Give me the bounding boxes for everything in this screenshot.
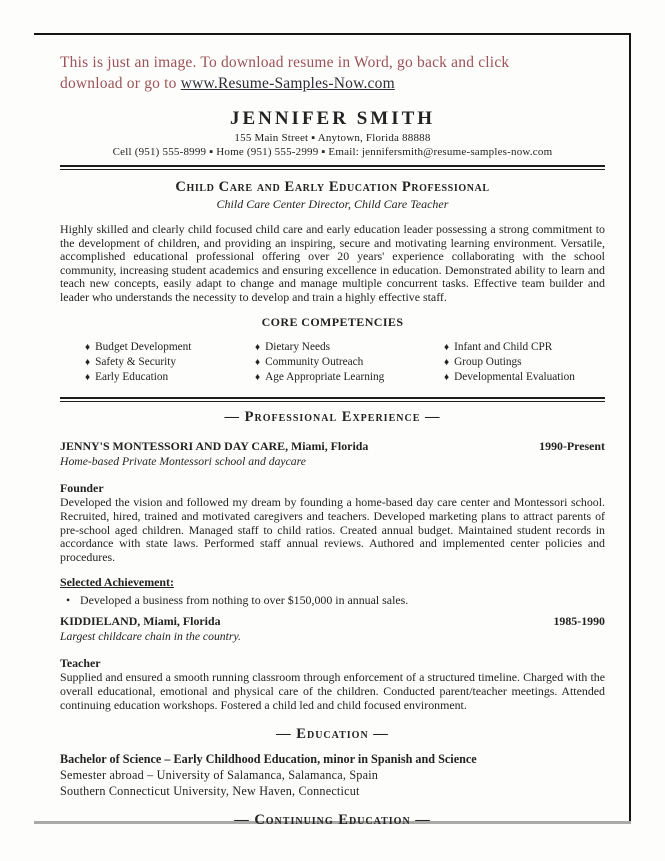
diamond-bullet-icon: ♦ xyxy=(255,372,261,384)
core-competencies-heading: CORE COMPETENCIES xyxy=(261,314,404,329)
company-name: KIDDIELAND, Miami, Florida xyxy=(60,614,221,629)
competency-label: Developmental Evaluation xyxy=(454,371,575,384)
section-divider-rule xyxy=(60,397,605,402)
core-competencies-list xyxy=(60,340,605,386)
competency-label: Budget Development xyxy=(95,340,192,353)
role-description: Developed the vision and followed my dream by founding a home-based day care center and Montessori school. Recruited, hired, trained and motivated caregivers and teachers. Developed marketing plans to attract parents of pre-school aged children. Managed staff to child ratios. Created annual budget. Maintained student records in accordance with state laws. Performed staff annual reviews. Authored and implemented center policies and procedures. xyxy=(60,495,605,564)
education-line: Semester abroad – University of Salamanca, Salamanca, Spain xyxy=(60,768,379,783)
competency-item xyxy=(255,355,444,370)
address-line: 155 Main Street ▪ Anytown, Florida 88888 xyxy=(234,132,431,144)
candidate-name: JENNIFER SMITH xyxy=(229,108,436,129)
company-tagline: Largest childcare chain in the country. xyxy=(60,630,241,644)
profile-subtitle: Child Care Center Director, Child Care Teacher xyxy=(216,197,449,211)
diamond-bullet-icon: ♦ xyxy=(444,372,450,384)
resume-samples-link[interactable]: www.Resume-Samples-Now.com xyxy=(180,75,395,92)
role-title: Founder xyxy=(60,481,104,496)
diamond-bullet-icon: ♦ xyxy=(444,356,450,368)
competency-label: Early Education xyxy=(95,371,169,384)
contact-line: Cell (951) 555-8999 ▪ Home (951) 555-2999 ▪ Email: jennifersmith@resume-samples-now.com xyxy=(112,146,553,158)
role-title: Teacher xyxy=(60,656,101,671)
achievement-text: Developed a business from nothing to over $150,000 in annual sales. xyxy=(80,593,409,608)
profile-title: Child Care and Early Education Professional xyxy=(175,179,490,195)
competency-item xyxy=(85,340,255,355)
job-dates: 1990-Present xyxy=(539,439,605,454)
section-heading-continuing-education: — Continuing Education — xyxy=(234,812,431,829)
competency-column xyxy=(444,340,605,386)
job-dates: 1985-1990 xyxy=(553,614,605,629)
note-banner xyxy=(60,52,605,94)
role-description: Supplied and ensured a smooth running classroom through enforcement of a structured timeline. Charged with the overall educational, emotional and physical care of the children. Conducted parent/teacher meetings. Attended continuing education workshops. Fostered a child led and child focused environment. xyxy=(60,670,605,712)
competency-label: Safety & Security xyxy=(95,355,177,368)
competency-item xyxy=(85,370,255,385)
header-divider-rule xyxy=(60,165,605,170)
competency-column xyxy=(85,340,255,386)
diamond-bullet-icon: ♦ xyxy=(85,356,91,368)
competency-item xyxy=(444,355,605,370)
diamond-bullet-icon: ♦ xyxy=(444,341,450,353)
job-header xyxy=(60,439,605,454)
note-line2-prefix: download or go to xyxy=(60,75,181,92)
competency-label: Group Outings xyxy=(454,355,522,368)
education-degree: Bachelor of Science – Early Childhood Education, minor in Spanish and Science xyxy=(60,752,477,767)
section-heading-professional-experience: — Professional Experience — xyxy=(224,409,441,426)
achievement-item xyxy=(60,593,605,608)
competency-label: Age Appropriate Learning xyxy=(265,371,385,384)
competency-label: Dietary Needs xyxy=(265,340,331,353)
competency-item xyxy=(255,370,444,385)
competency-column xyxy=(255,340,444,386)
section-heading-education: — Education — xyxy=(276,726,389,743)
job-header xyxy=(60,614,605,629)
diamond-bullet-icon: ♦ xyxy=(85,372,91,384)
company-tagline: Home-based Private Montessori school and daycare xyxy=(60,455,306,469)
competency-label: Infant and Child CPR xyxy=(454,340,553,353)
achievement-label: Selected Achievement: xyxy=(60,575,174,590)
education-line: Southern Connecticut University, New Haven, Connecticut xyxy=(60,784,360,799)
round-bullet-icon: • xyxy=(66,593,71,608)
resume-image-right-border xyxy=(629,33,631,823)
profile-summary: Highly skilled and clearly child focused child care and early education leader possessing a strong commitment to the development of children, and providing an inspiring, secure and motivating learning environment. Versatile, accomplished educational professional offering over 20 years' experience collaborating with the school community, increasing student academics and ensuring excellence in education. Demonstrated ability to learn and teach new concepts, easily adapt to change and manage multiple concurrent tasks. Effective team builder and leader who understands the necessity to develop and train a highly effective staff. xyxy=(60,222,605,304)
competency-item xyxy=(255,340,444,355)
company-name: JENNY'S MONTESSORI AND DAY CARE, Miami, Florida xyxy=(60,439,369,454)
competency-item xyxy=(444,370,605,385)
note-line2 xyxy=(60,73,605,94)
competency-item xyxy=(85,355,255,370)
competency-item xyxy=(444,340,605,355)
diamond-bullet-icon: ♦ xyxy=(85,341,91,353)
diamond-bullet-icon: ♦ xyxy=(255,356,261,368)
note-line1: This is just an image. To download resume in Word, go back and click xyxy=(60,54,510,71)
competency-label: Community Outreach xyxy=(265,355,364,368)
resume-image-top-border xyxy=(34,33,631,35)
resume-page xyxy=(60,52,605,829)
diamond-bullet-icon: ♦ xyxy=(255,341,261,353)
